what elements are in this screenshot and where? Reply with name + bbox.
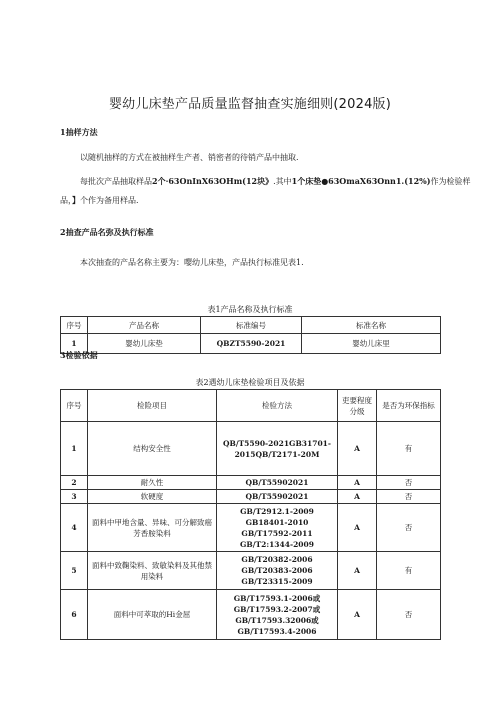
table-cell: 婴幼儿床垫 xyxy=(88,334,201,354)
table-cell: QBZT5590-2021 xyxy=(201,334,302,354)
table-2 xyxy=(60,389,441,640)
method-line: GB18401-2010 xyxy=(245,517,309,527)
section-2-paragraph: 本次抽查的产品名称主要为：嘤幼儿床垫，产品执行标准见表1. xyxy=(80,258,304,267)
table-cell: 软硬度 xyxy=(88,490,217,504)
table-cell-methods xyxy=(217,422,338,476)
method-line: GB/T20383-2006 xyxy=(241,566,313,575)
method-line: GB/T20382-2006 xyxy=(241,555,313,564)
section-2-heading: 2抽查产品名弥及执行标准 xyxy=(60,227,154,237)
section-1-paragraph-3 xyxy=(60,194,139,207)
table-row xyxy=(61,490,441,504)
table-cell: A xyxy=(338,552,377,590)
method-line: GB/T17593.1-2006或 xyxy=(233,593,321,603)
method-line: GB/T17593.2-2007或 xyxy=(233,604,321,614)
method-line: GB/T2912.1-2009 xyxy=(240,506,314,516)
table-cell: A xyxy=(338,590,377,640)
table-2-header-cell: 检险项目 xyxy=(88,390,217,422)
p2-sample-spec: 2个·63OnInX63OHm(12块》 xyxy=(152,176,274,186)
table-cell: 3 xyxy=(61,490,88,504)
table-cell: 面料中可萃取的Hi金屈 xyxy=(88,590,217,640)
table-cell: 1 xyxy=(61,334,88,354)
section-1-heading: 1抽样方法 xyxy=(60,127,98,137)
table-1-header-row xyxy=(61,317,441,334)
table-cell-methods xyxy=(217,590,338,640)
table-cell: 有 xyxy=(377,552,441,590)
table-2-header-cell: 吏要程度分级 xyxy=(338,390,377,422)
table-cell: A xyxy=(338,504,377,552)
table-cell-methods xyxy=(217,476,338,490)
table-1-header-cell: 标准名称 xyxy=(302,317,441,334)
p2-text-c: .其中 xyxy=(273,177,292,186)
table-cell: A xyxy=(338,476,377,490)
table-1-header-cell: 标准编号 xyxy=(201,317,302,334)
table-1-header-cell: 序号 xyxy=(61,317,88,334)
table-cell: A xyxy=(338,422,377,476)
method-line: GB/T17593.4-2006 xyxy=(237,626,317,636)
table-row xyxy=(61,590,441,640)
p3-text-a: 品， xyxy=(60,196,72,205)
table-row xyxy=(61,504,441,552)
table-cell: 否 xyxy=(377,504,441,552)
table-cell: 婴幼儿床里 xyxy=(302,334,441,354)
table-1-caption: 表1产品名称及执行标准 xyxy=(207,305,293,314)
p2-test-sample-spec: 1个床垫●63OmaX63Onn1.(12%) xyxy=(291,176,431,186)
table-row xyxy=(61,422,441,476)
table-cell: 否 xyxy=(377,490,441,504)
table-cell-methods xyxy=(217,552,338,590)
method-line: GB/T17592-2011 xyxy=(241,528,313,538)
table-2-header-cell: 检验方法 xyxy=(217,390,338,422)
method-line: GB/T2:1344-2009 xyxy=(240,539,314,549)
table-2-header-cell: 是否为环保指标 xyxy=(377,390,441,422)
method-line: GB/T23315-2009 xyxy=(241,577,313,586)
method-line: QB/T55902021 xyxy=(245,478,309,487)
table-cell: 面料中甲地含量、异味、可分解致癌芳香胺染料 xyxy=(88,504,217,552)
table-1-header-cell: 产品名称 xyxy=(88,317,201,334)
document-title: 婴幼儿床垫产品质量监督抽查实施细则(2024版) xyxy=(108,97,392,112)
table-row xyxy=(61,552,441,590)
table-cell: 耐久性 xyxy=(88,476,217,490)
table-1 xyxy=(60,316,441,354)
section-1-paragraph-2 xyxy=(80,175,471,188)
p2-text-e: 作为检验样 xyxy=(430,177,471,186)
table-cell: 否 xyxy=(377,590,441,640)
table-row xyxy=(61,476,441,490)
table-cell: 5 xyxy=(61,552,88,590)
table-cell: A xyxy=(338,490,377,504)
section-1-paragraph-1: 以随机抽样的方式在被抽样生产者、销密者的待销产品中抽取. xyxy=(80,153,299,162)
method-line: 2015QB/T2171-20M xyxy=(234,449,320,459)
table-cell: 1 xyxy=(61,422,88,476)
table-cell-methods xyxy=(217,504,338,552)
p3-text-c: 个作为备用样品. xyxy=(80,196,139,205)
method-line: QB/T55902021 xyxy=(245,492,309,501)
table-cell: 有 xyxy=(377,422,441,476)
table-2-caption: 表2遇幼儿床垫检验项目及依据 xyxy=(195,378,305,387)
table-cell: 结构安全性 xyxy=(88,422,217,476)
table-cell: 面料中致鞠染料、致敏染料及其他禁用染料 xyxy=(88,552,217,590)
table-cell-methods xyxy=(217,490,338,504)
section-3-heading: 3检验依据 xyxy=(60,350,98,360)
method-line: QB/T5590-2021GB31701- xyxy=(222,438,331,448)
table-2-header-cell: 序号 xyxy=(61,390,88,422)
table-cell: 4 xyxy=(61,504,88,552)
table-cell: 否 xyxy=(377,476,441,490)
table-row xyxy=(61,334,441,354)
p3-count: 】 xyxy=(72,195,80,205)
table-cell: 6 xyxy=(61,590,88,640)
table-2-header-row xyxy=(61,390,441,422)
method-line: GB/T17593.32006或 xyxy=(235,615,319,625)
p2-text-a: 每批次产品抽取样品 xyxy=(80,177,152,186)
table-cell: 2 xyxy=(61,476,88,490)
